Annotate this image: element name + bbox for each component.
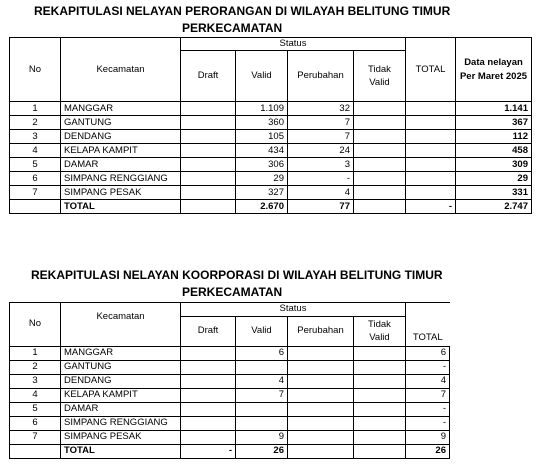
row-kecamatan: SIMPANG RENGGIANG <box>61 172 181 186</box>
row-no: 4 <box>10 388 61 402</box>
row-kecamatan: MANGGAR <box>61 346 181 360</box>
table-row <box>10 130 532 144</box>
row-valid <box>236 416 288 430</box>
table-row <box>10 158 532 172</box>
table-row <box>10 360 450 374</box>
header-draft: Draft <box>181 316 236 346</box>
row-total: 7 <box>406 388 450 402</box>
row-kecamatan: KELAPA KAMPIT <box>61 144 181 158</box>
header-total-spacer <box>406 303 450 317</box>
row-draft <box>181 360 236 374</box>
header-perubahan: Perubahan <box>288 51 354 102</box>
row-tidak-valid <box>354 374 406 388</box>
row-total: 4 <box>406 374 450 388</box>
total-row-no <box>10 200 61 214</box>
row-tidak-valid <box>354 186 406 200</box>
table2-title: REKAPITULASI NELAYAN KOORPORASI DI WILAYAH BELITUNG TIMUR <box>31 268 443 282</box>
row-total <box>406 116 456 130</box>
row-data-nelayan: 1.141 <box>456 102 532 116</box>
row-tidak-valid <box>354 102 406 116</box>
row-draft <box>181 430 236 444</box>
row-valid: 6 <box>236 346 288 360</box>
table1-title: REKAPITULASI NELAYAN PERORANGAN DI WILAYAH BELITUNG TIMUR <box>34 4 451 18</box>
total-row-data-nelayan: 2.747 <box>456 200 532 214</box>
table1-subtitle: PERKECAMATAN <box>182 21 283 35</box>
row-tidak-valid <box>354 430 406 444</box>
total-row-tidak-valid <box>354 444 406 458</box>
table-row <box>10 346 450 360</box>
row-no: 3 <box>10 374 61 388</box>
row-draft <box>181 402 236 416</box>
row-data-nelayan: 309 <box>456 158 532 172</box>
row-valid: 306 <box>236 158 288 172</box>
row-draft <box>181 416 236 430</box>
row-valid: 360 <box>236 116 288 130</box>
row-draft <box>181 144 236 158</box>
row-perubahan <box>288 388 354 402</box>
row-draft <box>181 158 236 172</box>
table-row <box>10 402 450 416</box>
total-row-tidak-valid <box>354 200 406 214</box>
row-total <box>406 144 456 158</box>
row-tidak-valid <box>354 416 406 430</box>
row-perubahan: - <box>288 172 354 186</box>
table-row <box>10 186 532 200</box>
row-perubahan: 24 <box>288 144 354 158</box>
row-kecamatan: DAMAR <box>61 402 181 416</box>
header-valid: Valid <box>236 316 288 346</box>
table-row <box>10 388 450 402</box>
row-valid: 29 <box>236 172 288 186</box>
row-draft <box>181 130 236 144</box>
row-perubahan <box>288 374 354 388</box>
table-row <box>10 116 532 130</box>
table2-subtitle: PERKECAMATAN <box>182 285 283 299</box>
total-row-valid: 2.670 <box>236 200 288 214</box>
row-kecamatan: DENDANG <box>61 130 181 144</box>
row-tidak-valid <box>354 158 406 172</box>
row-kecamatan: GANTUNG <box>61 116 181 130</box>
header-tidak: Tidak <box>368 64 391 75</box>
header-total: TOTAL <box>406 316 450 346</box>
header-draft: Draft <box>181 51 236 102</box>
row-kecamatan: DAMAR <box>61 158 181 172</box>
header-valid2: Valid <box>369 77 390 88</box>
row-data-nelayan: 331 <box>456 186 532 200</box>
row-no: 6 <box>10 172 61 186</box>
row-kecamatan: SIMPANG PESAK <box>61 186 181 200</box>
total-row-label: TOTAL <box>61 200 181 214</box>
row-data-nelayan: 112 <box>456 130 532 144</box>
row-kecamatan: SIMPANG RENGGIANG <box>61 416 181 430</box>
table-row <box>10 172 532 186</box>
row-total: - <box>406 402 450 416</box>
row-total <box>406 130 456 144</box>
row-valid: 434 <box>236 144 288 158</box>
table-row <box>10 430 450 444</box>
row-draft <box>181 346 236 360</box>
row-no: 5 <box>10 402 61 416</box>
row-tidak-valid <box>354 144 406 158</box>
row-draft <box>181 116 236 130</box>
row-valid: 327 <box>236 186 288 200</box>
row-valid: 9 <box>236 430 288 444</box>
header-status: Status <box>181 38 406 51</box>
row-tidak-valid <box>354 116 406 130</box>
header-valid: Valid <box>236 51 288 102</box>
row-total: 6 <box>406 346 450 360</box>
table-row <box>10 416 450 430</box>
total-row-label: TOTAL <box>61 444 181 458</box>
total-row <box>10 444 450 458</box>
row-no: 4 <box>10 144 61 158</box>
row-perubahan: 7 <box>288 116 354 130</box>
header-data-nelayan <box>456 38 532 102</box>
row-total: - <box>406 416 450 430</box>
total-row-valid: 26 <box>236 444 288 458</box>
row-draft <box>181 388 236 402</box>
row-no: 2 <box>10 116 61 130</box>
total-row-draft <box>181 200 236 214</box>
row-no: 3 <box>10 130 61 144</box>
header-tidak-valid <box>354 316 406 346</box>
row-draft <box>181 186 236 200</box>
row-perubahan <box>288 346 354 360</box>
row-no: 1 <box>10 346 61 360</box>
total-row-perubahan: 77 <box>288 200 354 214</box>
row-kecamatan: GANTUNG <box>61 360 181 374</box>
total-row-draft: - <box>181 444 236 458</box>
total-row-no <box>10 444 61 458</box>
row-perubahan <box>288 416 354 430</box>
row-tidak-valid <box>354 402 406 416</box>
total-row-total: - <box>406 200 456 214</box>
table1 <box>9 37 532 214</box>
row-tidak-valid <box>354 388 406 402</box>
row-data-nelayan: 367 <box>456 116 532 130</box>
total-row <box>10 200 532 214</box>
table-row <box>10 374 450 388</box>
row-kecamatan: DENDANG <box>61 374 181 388</box>
row-total <box>406 172 456 186</box>
row-valid: 105 <box>236 130 288 144</box>
row-total <box>406 158 456 172</box>
row-perubahan <box>288 402 354 416</box>
table2 <box>9 302 450 459</box>
total-row-perubahan <box>288 444 354 458</box>
header-kecamatan: Kecamatan <box>61 38 181 102</box>
row-draft <box>181 172 236 186</box>
row-kecamatan: MANGGAR <box>61 102 181 116</box>
header-tidak: Tidak <box>368 319 391 330</box>
header-valid2: Valid <box>369 332 390 343</box>
header-data-line1: Data nelayan <box>464 56 523 68</box>
header-data-line2: Per Maret 2025 <box>459 70 528 82</box>
row-no: 7 <box>10 430 61 444</box>
row-data-nelayan: 458 <box>456 144 532 158</box>
row-tidak-valid <box>354 346 406 360</box>
header-no: No <box>10 303 61 347</box>
total-row-total: 26 <box>406 444 450 458</box>
row-no: 7 <box>10 186 61 200</box>
row-kecamatan: SIMPANG PESAK <box>61 430 181 444</box>
row-data-nelayan: 29 <box>456 172 532 186</box>
header-total: TOTAL <box>406 38 456 102</box>
row-valid <box>236 360 288 374</box>
row-tidak-valid <box>354 360 406 374</box>
row-perubahan: 7 <box>288 130 354 144</box>
header-tidak-valid <box>354 51 406 102</box>
row-perubahan <box>288 430 354 444</box>
table-row <box>10 102 532 116</box>
row-perubahan: 4 <box>288 186 354 200</box>
header-kecamatan: Kecamatan <box>61 303 181 347</box>
row-tidak-valid <box>354 172 406 186</box>
row-total: 9 <box>406 430 450 444</box>
row-total <box>406 186 456 200</box>
row-total: - <box>406 360 450 374</box>
row-perubahan: 3 <box>288 158 354 172</box>
row-kecamatan: KELAPA KAMPIT <box>61 388 181 402</box>
row-perubahan <box>288 360 354 374</box>
row-valid <box>236 402 288 416</box>
row-no: 2 <box>10 360 61 374</box>
row-no: 1 <box>10 102 61 116</box>
row-valid: 7 <box>236 388 288 402</box>
row-no: 6 <box>10 416 61 430</box>
row-total <box>406 102 456 116</box>
header-perubahan: Perubahan <box>288 316 354 346</box>
header-status: Status <box>181 303 406 317</box>
row-tidak-valid <box>354 130 406 144</box>
row-valid: 4 <box>236 374 288 388</box>
table-row <box>10 144 532 158</box>
row-perubahan: 32 <box>288 102 354 116</box>
header-no: No <box>10 38 61 102</box>
row-draft <box>181 102 236 116</box>
row-valid: 1.109 <box>236 102 288 116</box>
row-no: 5 <box>10 158 61 172</box>
row-draft <box>181 374 236 388</box>
